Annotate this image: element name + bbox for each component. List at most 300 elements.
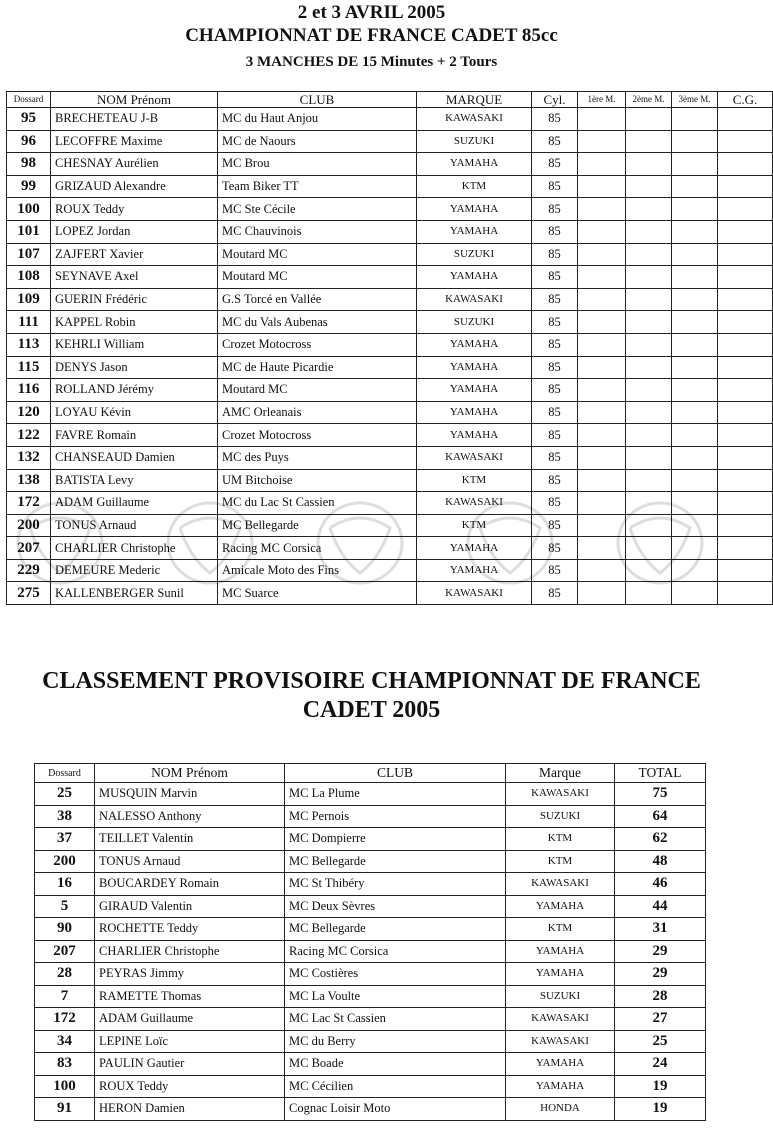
cell-nom: KALLENBERGER Sunil [51,582,218,605]
cell-manche-3 [672,469,718,492]
cell-club: Racing MC Corsica [218,537,417,560]
cell-total: 46 [615,873,706,896]
table-row [7,582,773,605]
cell-marque: KAWASAKI [417,288,532,311]
cell-manche-1 [578,514,626,537]
cell-dossard: 207 [7,537,51,560]
table-row [35,850,706,873]
cell-manche-3 [672,198,718,221]
cell-nom: PAULIN Gautier [95,1053,285,1076]
cell-cyl: 85 [532,401,578,424]
cell-cyl: 85 [532,311,578,334]
table-row [35,895,706,918]
cell-cyl: 85 [532,559,578,582]
cell-cyl: 85 [532,243,578,266]
cell-marque: SUZUKI [506,985,615,1008]
cell-marque: YAMAHA [417,559,532,582]
cell-nom: RAMETTE Thomas [95,985,285,1008]
cell-manche-3 [672,288,718,311]
cell-club: MC Boade [285,1053,506,1076]
cell-club: Crozet Motocross [218,424,417,447]
cell-dossard: 95 [7,108,51,131]
cell-cg [718,469,773,492]
cell-manche-2 [626,220,672,243]
cell-nom: GRIZAUD Alexandre [51,175,218,198]
cell-dossard: 28 [35,963,95,986]
cell-dossard: 34 [35,1030,95,1053]
cell-dossard: 172 [7,492,51,515]
cell-dossard: 207 [35,940,95,963]
cell-manche-2 [626,130,672,153]
cell-marque: YAMAHA [417,424,532,447]
cell-cyl: 85 [532,266,578,289]
cell-cyl: 85 [532,446,578,469]
cell-cyl: 85 [532,492,578,515]
cell-cyl: 85 [532,333,578,356]
cell-dossard: 229 [7,559,51,582]
cell-marque: KAWASAKI [417,492,532,515]
table-row [7,108,773,131]
cell-dossard: 37 [35,828,95,851]
cell-nom: ROLLAND Jérémy [51,379,218,402]
cell-total: 48 [615,850,706,873]
cell-manche-3 [672,130,718,153]
cell-marque: KTM [506,850,615,873]
cell-cg [718,108,773,131]
cell-dossard: 99 [7,175,51,198]
cell-dossard: 108 [7,266,51,289]
cell-manche-3 [672,446,718,469]
event-date: 2 et 3 AVRIL 2005 [297,2,446,23]
cell-nom: ROUX Teddy [51,198,218,221]
cell-manche-3 [672,492,718,515]
table-row [7,288,773,311]
cell-nom: DENYS Jason [51,356,218,379]
cell-cyl: 85 [532,198,578,221]
col-marque: Marque [506,764,615,783]
cell-nom: KAPPEL Robin [51,311,218,334]
cell-nom: NALESSO Anthony [95,805,285,828]
cell-cg [718,153,773,176]
cell-manche-1 [578,288,626,311]
cell-marque: YAMAHA [506,1075,615,1098]
cell-club: MC St Thibéry [285,873,506,896]
col-manche-3: 3ème M. [672,92,718,108]
table-row [35,940,706,963]
cell-dossard: 90 [35,918,95,941]
cell-club: G.S Torcé en Vallée [218,288,417,311]
cell-cyl: 85 [532,356,578,379]
cell-club: MC Lac St Cassien [285,1008,506,1031]
event-title: CHAMPIONNAT DE FRANCE CADET 85cc [185,25,558,46]
cell-marque: YAMAHA [417,153,532,176]
cell-dossard: 107 [7,243,51,266]
cell-marque: SUZUKI [417,243,532,266]
cell-dossard: 111 [7,311,51,334]
cell-manche-2 [626,401,672,424]
cell-manche-3 [672,175,718,198]
cell-cyl: 85 [532,108,578,131]
cell-marque: YAMAHA [417,401,532,424]
cell-nom: ZAJFERT Xavier [51,243,218,266]
table-row [7,514,773,537]
cell-club: MC Chauvinois [218,220,417,243]
table-row [35,873,706,896]
table-row [7,401,773,424]
cell-manche-2 [626,266,672,289]
cell-marque: KTM [506,828,615,851]
cell-dossard: 100 [35,1075,95,1098]
col-club: CLUB [285,764,506,783]
cell-nom: SEYNAVE Axel [51,266,218,289]
cell-dossard: 172 [35,1008,95,1031]
cell-dossard: 200 [7,514,51,537]
cell-club: MC Suarce [218,582,417,605]
cell-cyl: 85 [532,537,578,560]
cell-marque: YAMAHA [417,333,532,356]
cell-club: Moutard MC [218,379,417,402]
cell-club: MC Ste Cécile [218,198,417,221]
cell-manche-1 [578,220,626,243]
table-row [7,311,773,334]
cell-cg [718,198,773,221]
cell-manche-1 [578,469,626,492]
table-row [35,805,706,828]
cell-cg [718,243,773,266]
table-row [35,1075,706,1098]
table-row [7,153,773,176]
table-row [7,492,773,515]
cell-total: 29 [615,940,706,963]
cell-marque: KAWASAKI [506,873,615,896]
cell-manche-1 [578,356,626,379]
cell-dossard: 138 [7,469,51,492]
cell-total: 44 [615,895,706,918]
cell-dossard: 115 [7,356,51,379]
cell-club: AMC Orleanais [218,401,417,424]
cell-manche-2 [626,446,672,469]
cell-dossard: 98 [7,153,51,176]
cell-marque: SUZUKI [417,311,532,334]
table-row [35,918,706,941]
cell-club: MC du Berry [285,1030,506,1053]
cell-nom: LOPEZ Jordan [51,220,218,243]
cell-club: MC Bellegarde [285,850,506,873]
cell-cg [718,379,773,402]
table-row [35,783,706,806]
cell-club: Team Biker TT [218,175,417,198]
cell-club: Crozet Motocross [218,333,417,356]
cell-manche-3 [672,514,718,537]
cell-dossard: 100 [7,198,51,221]
cell-club: MC du Lac St Cassien [218,492,417,515]
cell-cg [718,446,773,469]
cell-marque: YAMAHA [417,266,532,289]
cell-club: UM Bitchoise [218,469,417,492]
cell-total: 19 [615,1098,706,1121]
cell-cg [718,424,773,447]
cell-manche-2 [626,243,672,266]
cell-manche-1 [578,492,626,515]
cell-cyl: 85 [532,220,578,243]
cell-cg [718,175,773,198]
cell-nom: BATISTA Levy [51,469,218,492]
cell-cyl: 85 [532,130,578,153]
table-row [7,333,773,356]
cell-nom: CHANSEAUD Damien [51,446,218,469]
table-row [35,963,706,986]
cell-cg [718,311,773,334]
cell-marque: KAWASAKI [417,582,532,605]
cell-club: MC Bellegarde [285,918,506,941]
cell-marque: KAWASAKI [506,1030,615,1053]
cell-total: 64 [615,805,706,828]
cell-club: Amicale Moto des Fins [218,559,417,582]
cell-nom: PEYRAS Jimmy [95,963,285,986]
cell-manche-3 [672,356,718,379]
cell-manche-3 [672,379,718,402]
cell-dossard: 116 [7,379,51,402]
cell-marque: YAMAHA [417,220,532,243]
cell-manche-2 [626,537,672,560]
cell-marque: YAMAHA [506,940,615,963]
cell-nom: ROUX Teddy [95,1075,285,1098]
cell-manche-1 [578,243,626,266]
table-row [35,828,706,851]
cell-dossard: 113 [7,333,51,356]
cell-nom: GUERIN Frédéric [51,288,218,311]
cell-club: MC des Puys [218,446,417,469]
cell-cg [718,401,773,424]
cell-club: MC Brou [218,153,417,176]
cell-club: MC La Plume [285,783,506,806]
cell-manche-2 [626,582,672,605]
cell-manche-1 [578,424,626,447]
table-row [7,559,773,582]
cell-dossard: 109 [7,288,51,311]
cell-manche-2 [626,356,672,379]
cell-nom: ADAM Guillaume [95,1008,285,1031]
col-nom: NOM Prénom [95,764,285,783]
col-marque: MARQUE [417,92,532,108]
cell-cyl: 85 [532,582,578,605]
cell-manche-3 [672,243,718,266]
cell-nom: CHARLIER Christophe [95,940,285,963]
cell-dossard: 122 [7,424,51,447]
cell-club: MC La Voulte [285,985,506,1008]
standings-title: CLASSEMENT PROVISOIRE CHAMPIONNAT DE FRANCE CADET 2005 [42,668,701,723]
table-row [35,1098,706,1121]
cell-dossard: 38 [35,805,95,828]
cell-cg [718,559,773,582]
cell-marque: YAMAHA [417,356,532,379]
cell-manche-3 [672,153,718,176]
table-row [7,424,773,447]
cell-manche-3 [672,108,718,131]
cell-total: 62 [615,828,706,851]
table-row [7,266,773,289]
cell-manche-3 [672,220,718,243]
cell-manche-1 [578,537,626,560]
cell-nom: TEILLET Valentin [95,828,285,851]
cell-manche-2 [626,492,672,515]
cell-nom: FAVRE Romain [51,424,218,447]
table-row [7,220,773,243]
cell-cyl: 85 [532,288,578,311]
cell-total: 24 [615,1053,706,1076]
cell-marque: SUZUKI [417,130,532,153]
entries-body [7,108,773,605]
cell-cg [718,492,773,515]
cell-cyl: 85 [532,175,578,198]
cell-dossard: 7 [35,985,95,1008]
cell-total: 28 [615,985,706,1008]
cell-manche-3 [672,424,718,447]
col-nom: NOM Prénom [51,92,218,108]
cell-marque: KAWASAKI [506,783,615,806]
cell-nom: BOUCARDEY Romain [95,873,285,896]
cell-manche-2 [626,311,672,334]
col-total: TOTAL [615,764,706,783]
cell-manche-1 [578,559,626,582]
cell-club: MC Pernois [285,805,506,828]
cell-marque: KAWASAKI [417,446,532,469]
col-dossard: Dossard [35,764,95,783]
cell-marque: YAMAHA [506,895,615,918]
cell-manche-3 [672,559,718,582]
cell-total: 75 [615,783,706,806]
cell-manche-2 [626,379,672,402]
cell-club: MC Bellegarde [218,514,417,537]
cell-club: MC Dompierre [285,828,506,851]
cell-marque: YAMAHA [417,537,532,560]
cell-manche-1 [578,401,626,424]
cell-marque: KTM [417,469,532,492]
cell-nom: BRECHETEAU J-B [51,108,218,131]
table-row [7,379,773,402]
cell-dossard: 275 [7,582,51,605]
cell-manche-2 [626,333,672,356]
cell-club: Cognac Loisir Moto [285,1098,506,1121]
cell-manche-1 [578,108,626,131]
cell-manche-2 [626,288,672,311]
cell-cg [718,537,773,560]
cell-cg [718,266,773,289]
table-row [7,243,773,266]
cell-cg [718,288,773,311]
col-club: CLUB [218,92,417,108]
cell-nom: DEMEURE Mederic [51,559,218,582]
cell-dossard: 83 [35,1053,95,1076]
entries-table [6,91,773,605]
standings-body [35,783,706,1121]
table-row [35,1053,706,1076]
cell-nom: HERON Damien [95,1098,285,1121]
table-row [7,198,773,221]
cell-cyl: 85 [532,153,578,176]
cell-nom: LOYAU Kévin [51,401,218,424]
cell-marque: KTM [417,175,532,198]
standings-table [34,763,706,1121]
cell-cyl: 85 [532,514,578,537]
cell-club: MC de Haute Picardie [218,356,417,379]
table-row [7,446,773,469]
cell-cg [718,356,773,379]
cell-total: 25 [615,1030,706,1053]
cell-total: 27 [615,1008,706,1031]
cell-cyl: 85 [532,379,578,402]
table-row [7,356,773,379]
col-manche-2: 2ème M. [626,92,672,108]
cell-cg [718,514,773,537]
cell-marque: HONDA [506,1098,615,1121]
cell-manche-1 [578,198,626,221]
cell-marque: KAWASAKI [417,108,532,131]
table-row [35,985,706,1008]
cell-dossard: 96 [7,130,51,153]
cell-manche-2 [626,514,672,537]
cell-manche-1 [578,266,626,289]
cell-cg [718,333,773,356]
table-row [7,130,773,153]
cell-manche-1 [578,333,626,356]
cell-club: MC Costières [285,963,506,986]
cell-club: Moutard MC [218,243,417,266]
cell-manche-3 [672,311,718,334]
cell-manche-2 [626,469,672,492]
cell-dossard: 200 [35,850,95,873]
cell-club: MC de Naours [218,130,417,153]
cell-club: MC Cécilien [285,1075,506,1098]
table-row [7,469,773,492]
cell-nom: LECOFFRE Maxime [51,130,218,153]
cell-marque: KAWASAKI [506,1008,615,1031]
cell-manche-3 [672,582,718,605]
cell-manche-3 [672,537,718,560]
cell-manche-2 [626,153,672,176]
cell-dossard: 16 [35,873,95,896]
col-cg: C.G. [718,92,773,108]
cell-manche-1 [578,311,626,334]
cell-marque: KTM [506,918,615,941]
cell-nom: GIRAUD Valentin [95,895,285,918]
cell-club: Racing MC Corsica [285,940,506,963]
table-row [35,1008,706,1031]
cell-manche-1 [578,582,626,605]
cell-cg [718,130,773,153]
cell-cg [718,582,773,605]
col-dossard: Dossard [7,92,51,108]
cell-cyl: 85 [532,424,578,447]
standings-header-row [35,764,706,783]
cell-nom: CHESNAY Aurélien [51,153,218,176]
cell-dossard: 101 [7,220,51,243]
cell-nom: CHARLIER Christophe [51,537,218,560]
cell-total: 31 [615,918,706,941]
cell-nom: ROCHETTE Teddy [95,918,285,941]
cell-marque: SUZUKI [506,805,615,828]
cell-dossard: 5 [35,895,95,918]
cell-manche-2 [626,559,672,582]
cell-dossard: 25 [35,783,95,806]
cell-manche-3 [672,266,718,289]
cell-manche-2 [626,175,672,198]
cell-manche-1 [578,130,626,153]
table-row [35,1030,706,1053]
cell-nom: LEPINE Loïc [95,1030,285,1053]
col-manche-1: 1ère M. [578,92,626,108]
cell-club: MC du Haut Anjou [218,108,417,131]
